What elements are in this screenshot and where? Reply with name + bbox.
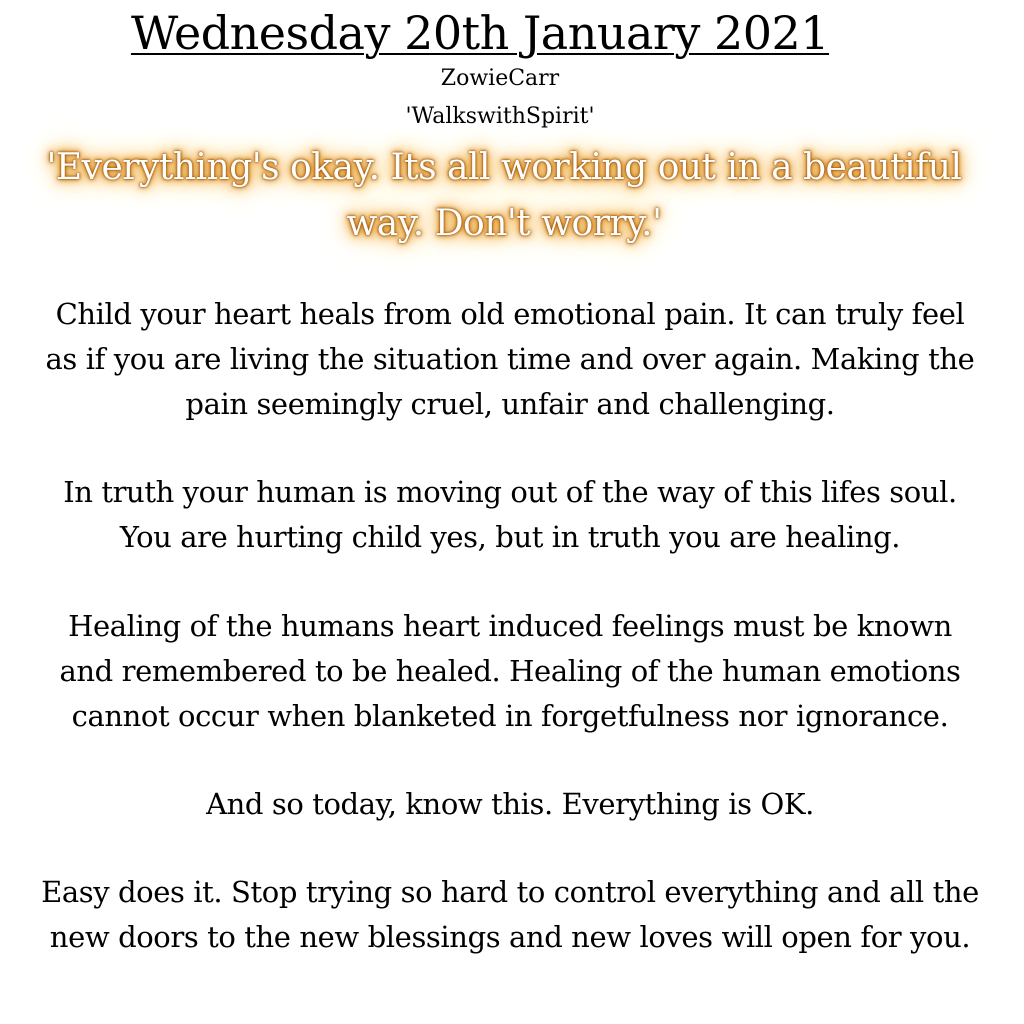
paragraph-line: cannot occur when blanketed in forgetfulness nor ignorance. (71, 699, 949, 733)
paragraph-line: new doors to the new blessings and new loves will open for you. (49, 920, 971, 954)
paragraph-easy-does-it (0, 870, 1020, 960)
paragraph-heart-heals (0, 292, 1020, 427)
highlighted-quote (4, 140, 1004, 252)
quote-line: way. Don't worry.' (346, 203, 662, 244)
paragraph-line: Healing of the humans heart induced feelings must be known (68, 609, 952, 643)
paragraph-healing (0, 604, 1020, 739)
author-tagline: 'WalkswithSpirit' (405, 104, 595, 129)
paragraph-in-truth (0, 470, 1020, 560)
paragraph-line: Easy does it. Stop trying so hard to control everything and all the (41, 875, 979, 909)
quote-line: 'Everything's okay. Its all working out in a beautiful (46, 147, 962, 188)
author-name: ZowieCarr (440, 66, 560, 91)
paragraph-line: In truth your human is moving out of the way of this lifes soul. (63, 475, 957, 509)
page-title: Wednesday 20th January 2021 (130, 6, 830, 60)
paragraph-line: as if you are living the situation time and over again. Making the (45, 342, 975, 376)
paragraph-line: And so today, know this. Everything is OK. (206, 787, 814, 821)
paragraph-today (0, 782, 1020, 827)
paragraph-line: and remembered to be healed. Healing of the human emotions (59, 654, 961, 688)
paragraph-line: pain seemingly cruel, unfair and challenging. (185, 387, 835, 421)
paragraph-line: Child your heart heals from old emotional pain. It can truly feel (55, 297, 965, 331)
paragraph-line: You are hurting child yes, but in truth you are healing. (119, 520, 901, 554)
